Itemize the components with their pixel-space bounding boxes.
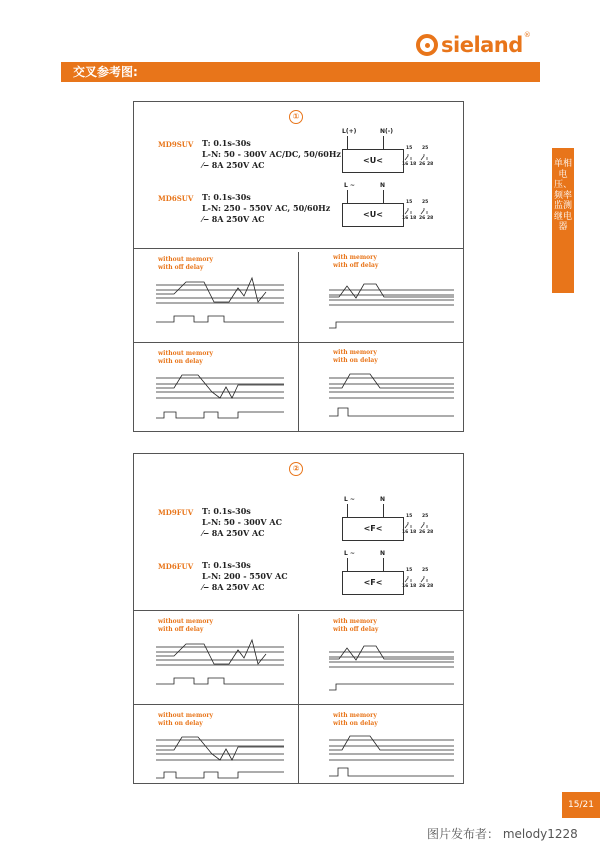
terminal-top: 15 xyxy=(406,146,413,151)
quadrant-title: with memory with on delay xyxy=(333,712,378,727)
terminal-bottom: 26 xyxy=(419,584,426,589)
quadrant-title: without memory with on delay xyxy=(158,712,213,727)
contact-icon: ⁄‒ xyxy=(202,214,209,224)
panel-number: ② xyxy=(289,462,303,476)
spec-timing: T: 0.1s-30s xyxy=(202,506,251,516)
terminal-top: 25 xyxy=(422,146,429,151)
terminal-bottom: 26 xyxy=(419,216,426,221)
relay-box: <F< xyxy=(342,571,404,595)
terminal-bottom: 28 xyxy=(427,530,434,535)
supply-left-label: L(+) xyxy=(342,128,357,135)
terminal-top: 15 xyxy=(406,514,413,519)
watermark: 图片发布者： melody1228 xyxy=(427,827,578,841)
spec-timing: T: 0.1s-30s xyxy=(202,560,251,570)
contact-icon: ⁄‒ xyxy=(202,160,209,170)
spec-voltage: L-N: 50 - 300V AC xyxy=(202,517,282,527)
terminal-top: 15 xyxy=(406,200,413,205)
supply-right-label: N xyxy=(380,496,386,503)
spec-voltage: L-N: 200 - 550V AC xyxy=(202,571,288,581)
terminal-top: 25 xyxy=(422,200,429,205)
supply-left-label: L ~ xyxy=(344,550,355,557)
supply-right-label: N(-) xyxy=(380,128,393,135)
terminal-bottom: 26 xyxy=(419,162,426,167)
terminal-bottom: 28 xyxy=(427,162,434,167)
brand-logo xyxy=(416,33,531,57)
terminal-bottom: 16 xyxy=(402,216,409,221)
quadrant-title: with memory with on delay xyxy=(333,349,378,364)
panel-number: ① xyxy=(289,110,303,124)
supply-right-label: N xyxy=(380,182,386,189)
terminal-bottom: 18 xyxy=(410,162,417,167)
spec-voltage: L-N: 50 - 300V AC/DC, 50/60Hz xyxy=(202,149,341,159)
terminal-bottom: 18 xyxy=(410,216,417,221)
terminal-bottom: 16 xyxy=(402,530,409,535)
panel-2 xyxy=(133,453,464,784)
relay-box: <U< xyxy=(342,203,404,227)
supply-right-label: N xyxy=(380,550,386,557)
relay-box: <F< xyxy=(342,517,404,541)
quadrant-title: without memory with off delay xyxy=(158,618,213,633)
spec-contact: ⁄‒ 8A 250V AC xyxy=(202,160,265,170)
page-number: 15/21 xyxy=(562,792,600,818)
quadrant-title: without memory with on delay xyxy=(158,350,213,365)
spec-contact: ⁄‒ 8A 250V AC xyxy=(202,214,265,224)
spec-contact: ⁄‒ 8A 250V AC xyxy=(202,582,265,592)
terminal-bottom: 28 xyxy=(427,584,434,589)
registered-mark: ® xyxy=(523,31,531,39)
model-name: MD6FUV xyxy=(158,562,194,571)
contact-icon: ⁄‒ xyxy=(202,528,209,538)
quadrant-title: without memory with off delay xyxy=(158,256,213,271)
spec-contact: ⁄‒ 8A 250V AC xyxy=(202,528,265,538)
model-name: MD9SUV xyxy=(158,140,194,149)
relay-box: <U< xyxy=(342,149,404,173)
model-name: MD6SUV xyxy=(158,194,194,203)
panel-1 xyxy=(133,101,464,432)
logo-icon xyxy=(416,34,438,56)
terminal-bottom: 18 xyxy=(410,584,417,589)
timing-diagrams xyxy=(134,102,463,431)
model-name: MD9FUV xyxy=(158,508,194,517)
terminal-bottom: 16 xyxy=(402,162,409,167)
terminal-top: 25 xyxy=(422,514,429,519)
supply-left-label: L ~ xyxy=(344,496,355,503)
terminal-bottom: 18 xyxy=(410,530,417,535)
terminal-bottom: 28 xyxy=(427,216,434,221)
contact-icon: ⁄‒ xyxy=(202,582,209,592)
page-title: 交叉参考图: xyxy=(73,65,138,79)
terminal-bottom: 16 xyxy=(402,584,409,589)
spec-voltage: L-N: 250 - 550V AC, 50/60Hz xyxy=(202,203,331,213)
terminal-top: 15 xyxy=(406,568,413,573)
quadrant-title: with memory with off delay xyxy=(333,254,379,269)
spec-timing: T: 0.1s-30s xyxy=(202,138,251,148)
quadrant-title: with memory with off delay xyxy=(333,618,379,633)
supply-left-label: L ~ xyxy=(344,182,355,189)
spec-timing: T: 0.1s-30s xyxy=(202,192,251,202)
side-tab-label: 单相电压、频率 监测继电器 xyxy=(554,159,573,232)
timing-diagrams xyxy=(134,454,463,783)
terminal-top: 25 xyxy=(422,568,429,573)
brand-name: sieland xyxy=(441,33,523,57)
terminal-bottom: 26 xyxy=(419,530,426,535)
